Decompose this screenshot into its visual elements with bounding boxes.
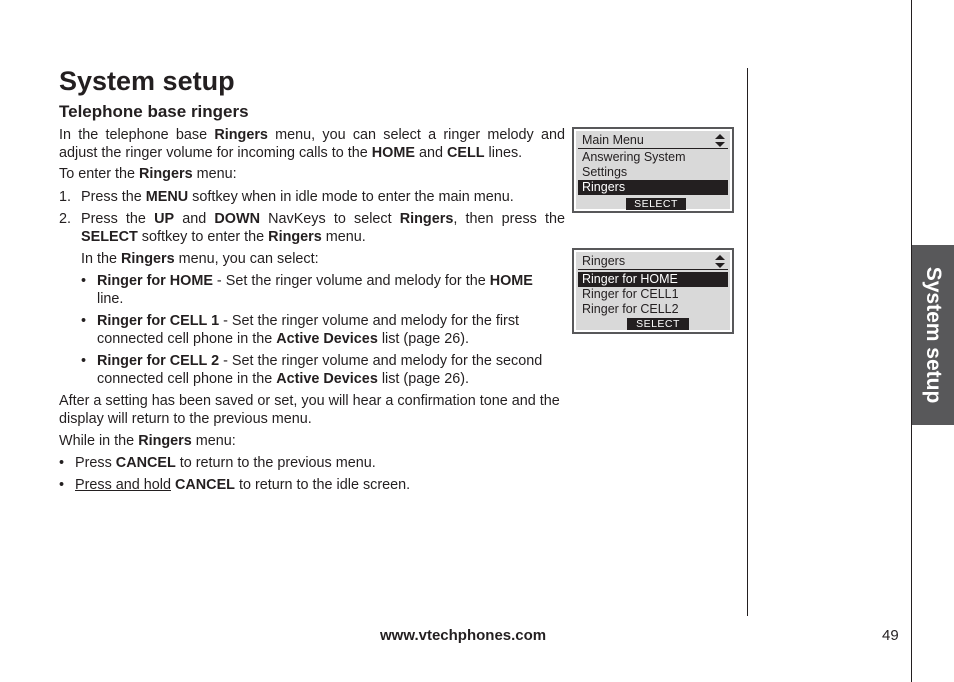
after-setting-paragraph: After a setting has been saved or set, you will hear a confirmation tone and the display will return to the previous menu. [59,393,560,427]
select-softkey-label: SELECT [627,318,689,330]
intro-paragraph: In the telephone base Ringers menu, you can select a ringer melody and adjust the ringer volume for incoming calls to the HOME and CELL lines. [59,127,565,161]
lcd-item: Ringer for CELL1 [582,287,679,301]
bullet-dot: • [81,353,87,369]
step-number: 1. [59,189,72,205]
lcd-item: Ringer for CELL2 [582,302,679,316]
page-number: 49 [882,627,899,644]
step-number: 2. [59,211,72,227]
lcd-item-selected: Ringers [578,180,728,195]
lcd-item-selected: Ringer for HOME [578,272,728,287]
step-text: Press the UP and DOWN NavKeys to select Ringers, then press the SELECT softkey to enter the Ringers menu. [81,211,565,245]
lcd-item: Answering System [582,150,686,164]
while-in-paragraph: While in the Ringers menu: [59,433,236,449]
side-tab-label: System setup [922,266,945,404]
bullet-dot: • [59,455,65,471]
updown-arrows-icon [715,134,725,147]
column-divider [747,68,748,616]
bullet-dot: • [81,313,87,329]
lcd-screen-main-menu [572,127,734,213]
footer-url: www.vtechphones.com [380,627,547,644]
lcd-header: Ringers [578,254,728,270]
updown-arrows-icon [715,255,725,268]
lcd-header: Main Menu [578,133,728,149]
side-tab [912,245,954,425]
lcd-item: Settings [582,165,628,179]
bullet-dot: • [81,273,87,289]
lcd-screen-ringers [572,248,734,334]
step-text: Press the MENU softkey when in idle mode to enter the main menu. [81,189,514,205]
in-menu-paragraph: In the Ringers menu, you can select: [81,251,319,267]
select-softkey-label: SELECT [626,198,686,210]
section-heading: Telephone base ringers [59,102,249,121]
page-title: System setup [59,66,235,96]
to-enter-paragraph: To enter the Ringers menu: [59,166,237,182]
bullet-dot: • [59,477,65,493]
